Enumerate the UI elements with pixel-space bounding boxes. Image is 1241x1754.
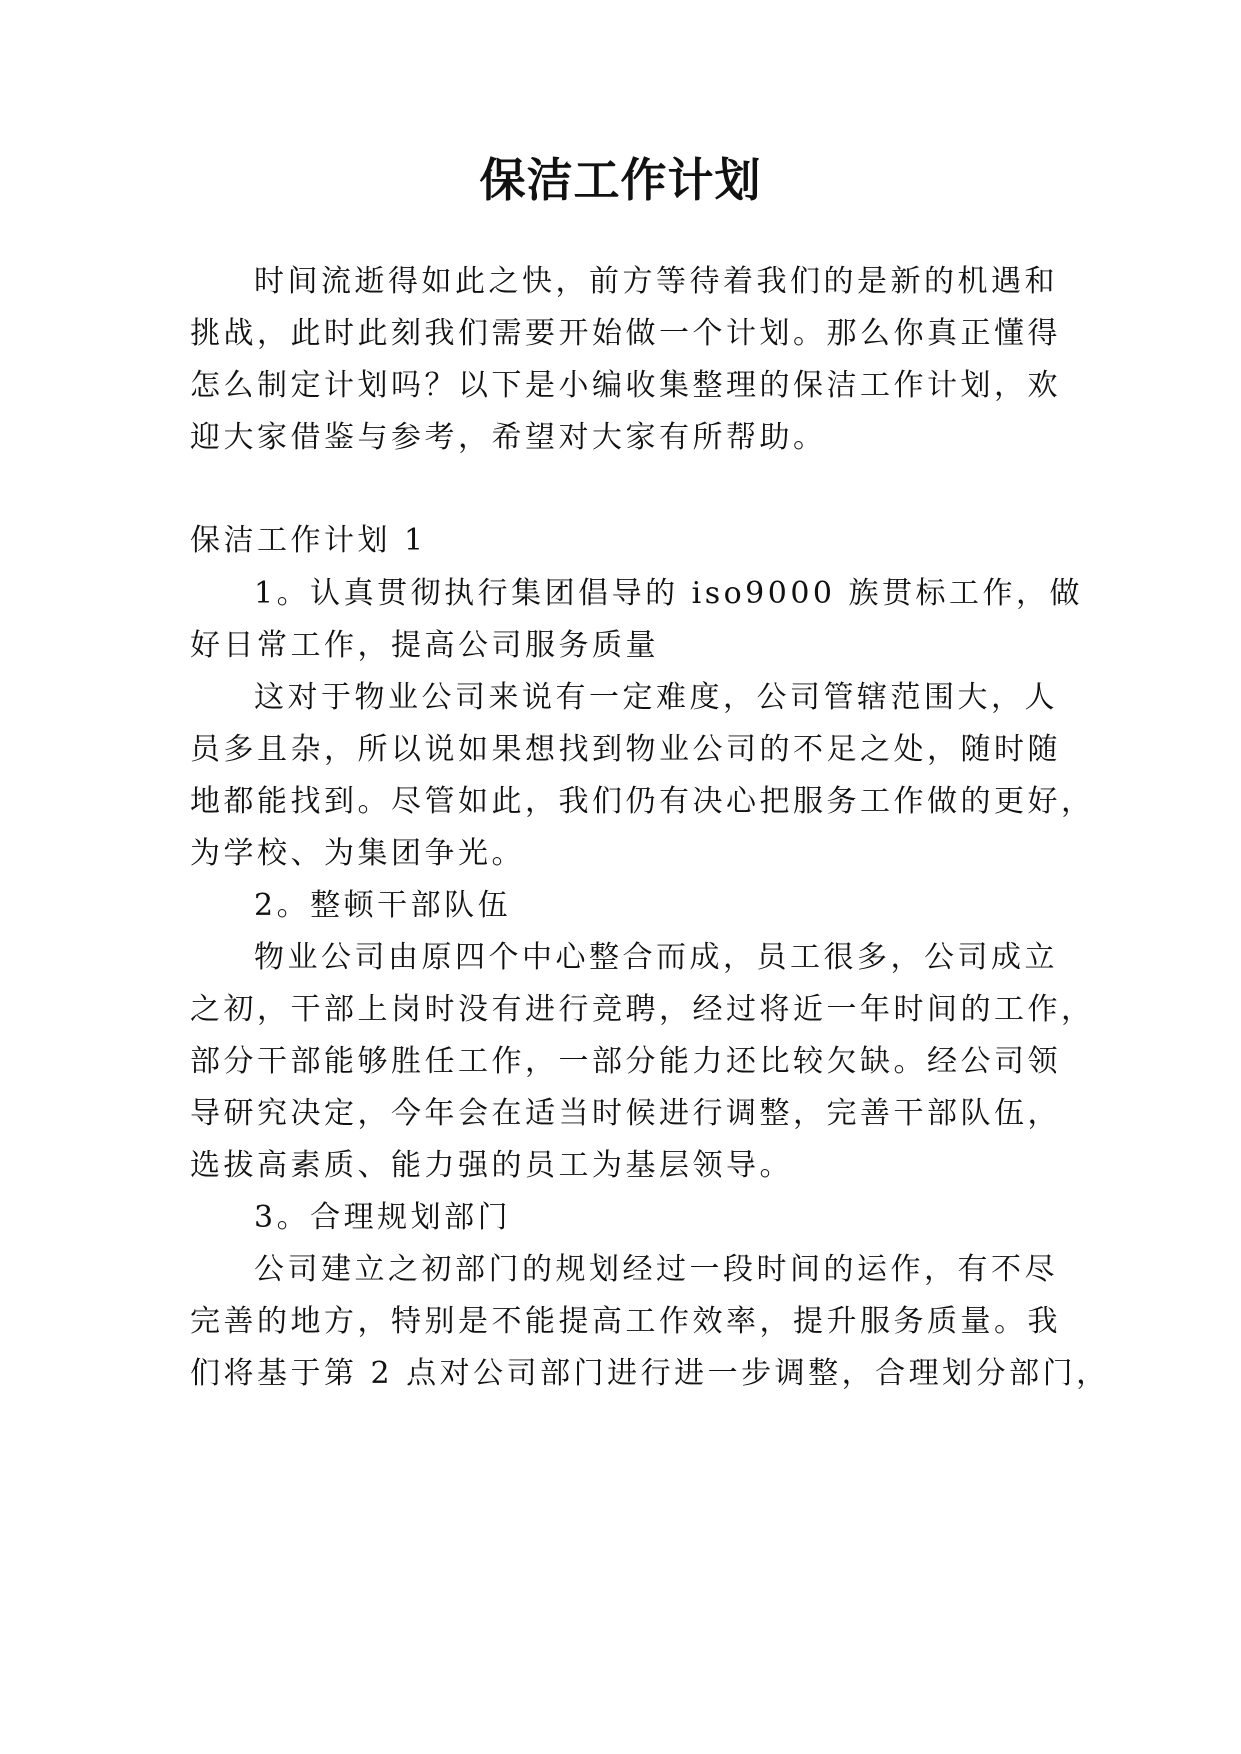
section-heading: 保洁工作计划 1 [190,523,427,558]
intro-line: 迎大家借鉴与参考，希望对大家有所帮助。 [190,420,827,455]
paragraph-line: 为学校、为集团争光。 [190,836,525,871]
item-heading: 好日常工作，提高公司服务质量 [190,628,659,663]
item-heading: 3。合理规划部门 [254,1200,512,1235]
paragraph-line: 公司建立之初部门的规划经过一段时间的运作，有不尽 [254,1252,1058,1287]
paragraph-line: 之初，干部上岗时没有进行竞聘，经过将近一年时间的工作， [190,992,1095,1027]
intro-line: 时间流逝得如此之快，前方等待着我们的是新的机遇和 [254,264,1058,299]
paragraph-line: 导研究决定，今年会在适当时候进行调整，完善干部队伍， [190,1096,1061,1131]
paragraph-line: 选拔高素质、能力强的员工为基层领导。 [190,1148,793,1183]
paragraph-line: 地都能找到。尽管如此，我们仍有决心把服务工作做的更好， [190,784,1095,819]
intro-line: 怎么制定计划吗？以下是小编收集整理的保洁工作计划，欢 [190,368,1061,403]
paragraph-line: 物业公司由原四个中心整合而成，员工很多，公司成立 [254,940,1058,975]
paragraph-line: 部分干部能够胜任工作，一部分能力还比较欠缺。经公司领 [190,1044,1061,1079]
intro-line: 挑战，此时此刻我们需要开始做一个计划。那么你真正懂得 [190,316,1061,351]
paragraph-line: 员多且杂，所以说如果想找到物业公司的不足之处，随时随 [190,732,1061,767]
item-heading: 2。整顿干部队伍 [254,888,512,923]
paragraph-line: 完善的地方，特别是不能提高工作效率，提升服务质量。我 [190,1304,1061,1339]
paragraph-line: 们将基于第 2 点对公司部门进行进一步调整，合理划分部门， [190,1356,1110,1391]
document-title: 保洁工作计划 [479,153,762,207]
paragraph-line: 这对于物业公司来说有一定难度，公司管辖范围大，人 [254,680,1058,715]
item-heading: 1。认真贯彻执行集团倡导的 iso9000 族贯标工作，做 [254,576,1084,611]
